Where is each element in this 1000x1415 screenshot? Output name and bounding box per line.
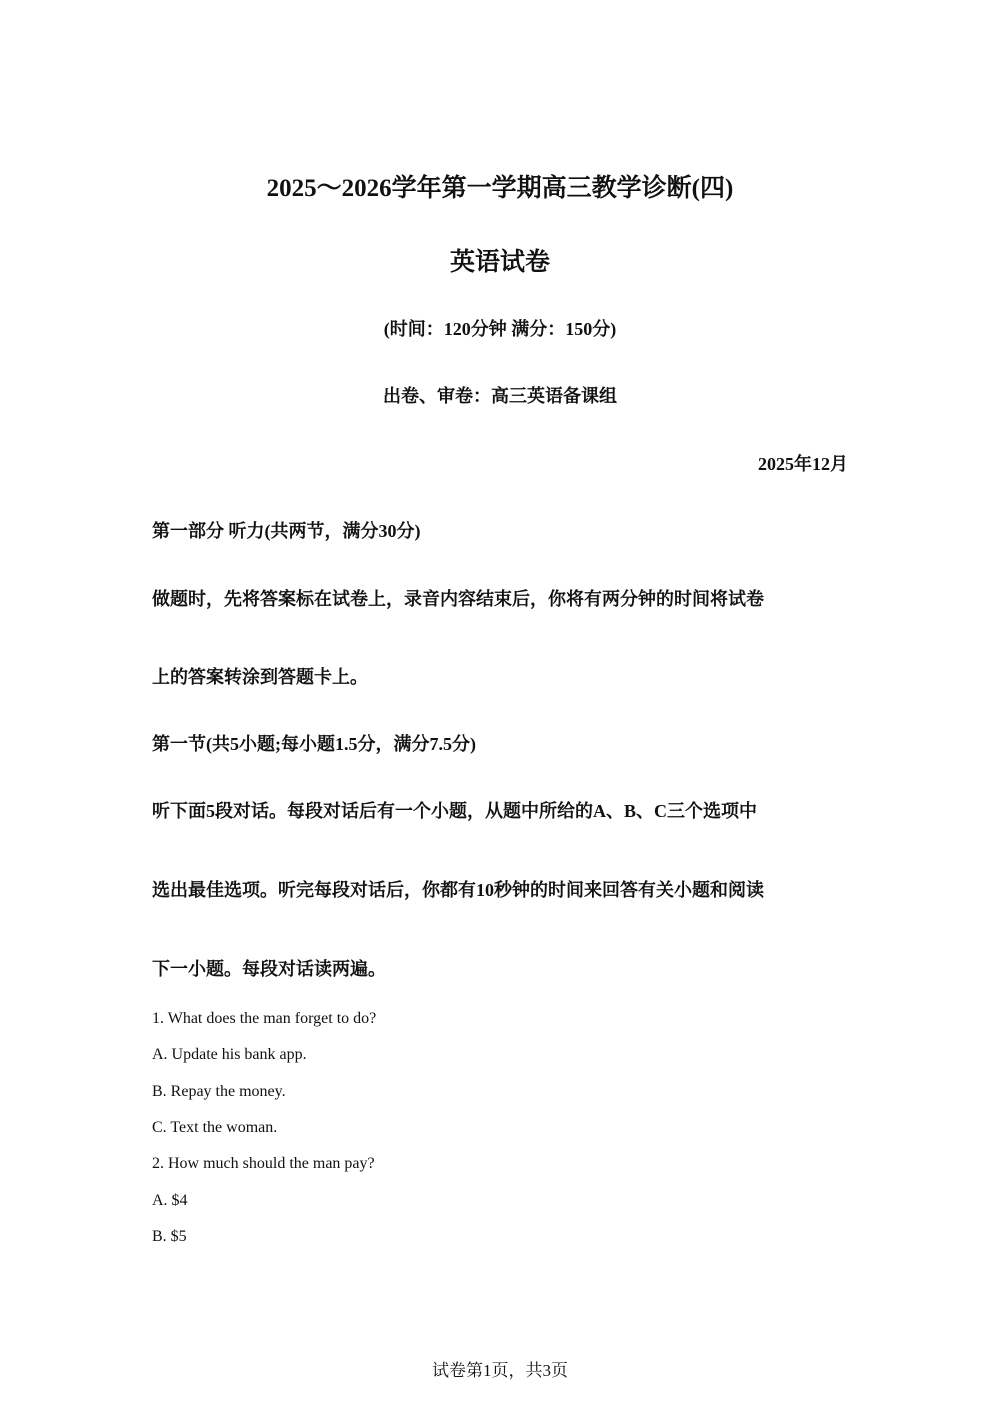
exam-authors: 出卷、审卷：高三英语备课组	[383, 386, 617, 406]
part1-instruction-line: 做题时，先将答案标在试卷上，录音内容结束后，你将有两分钟的时间将试卷	[152, 589, 764, 609]
part1-heading: 第一部分 听力(共两节，满分30分)	[152, 521, 421, 541]
question-option: B. Repay the money.	[152, 1083, 286, 1100]
exam-subject: 英语试卷	[449, 249, 550, 276]
question-stem: 2. How much should the man pay?	[152, 1155, 375, 1172]
exam-date: 2025年12月	[758, 454, 848, 474]
section1-instruction-line: 听下面5段对话。每段对话后有一个小题，从题中所给的A、B、C三个选项中	[152, 801, 758, 821]
question-option: B. $5	[152, 1228, 187, 1245]
question-option: A. Update his bank app.	[152, 1046, 307, 1063]
section1-heading: 第一节(共5小题;每小题1.5分，满分7.5分)	[152, 734, 476, 754]
question-stem: 1. What does the man forget to do?	[152, 1010, 377, 1027]
section1-instruction-line: 下一小题。每段对话读两遍。	[152, 959, 386, 979]
exam-title: 2025～2026学年第一学期高三教学诊断(四)	[266, 175, 734, 202]
question-option: A. $4	[152, 1192, 188, 1209]
section1-instruction-line: 选出最佳选项。听完每段对话后，你都有10秒钟的时间来回答有关小题和阅读	[152, 880, 764, 900]
part1-instruction-line: 上的答案转涂到答题卡上。	[152, 667, 368, 687]
page-footer: 试卷第1页，共3页	[432, 1361, 568, 1380]
exam-info: (时间：120分钟 满分：150分)	[383, 319, 617, 339]
question-option: C. Text the woman.	[152, 1119, 278, 1136]
